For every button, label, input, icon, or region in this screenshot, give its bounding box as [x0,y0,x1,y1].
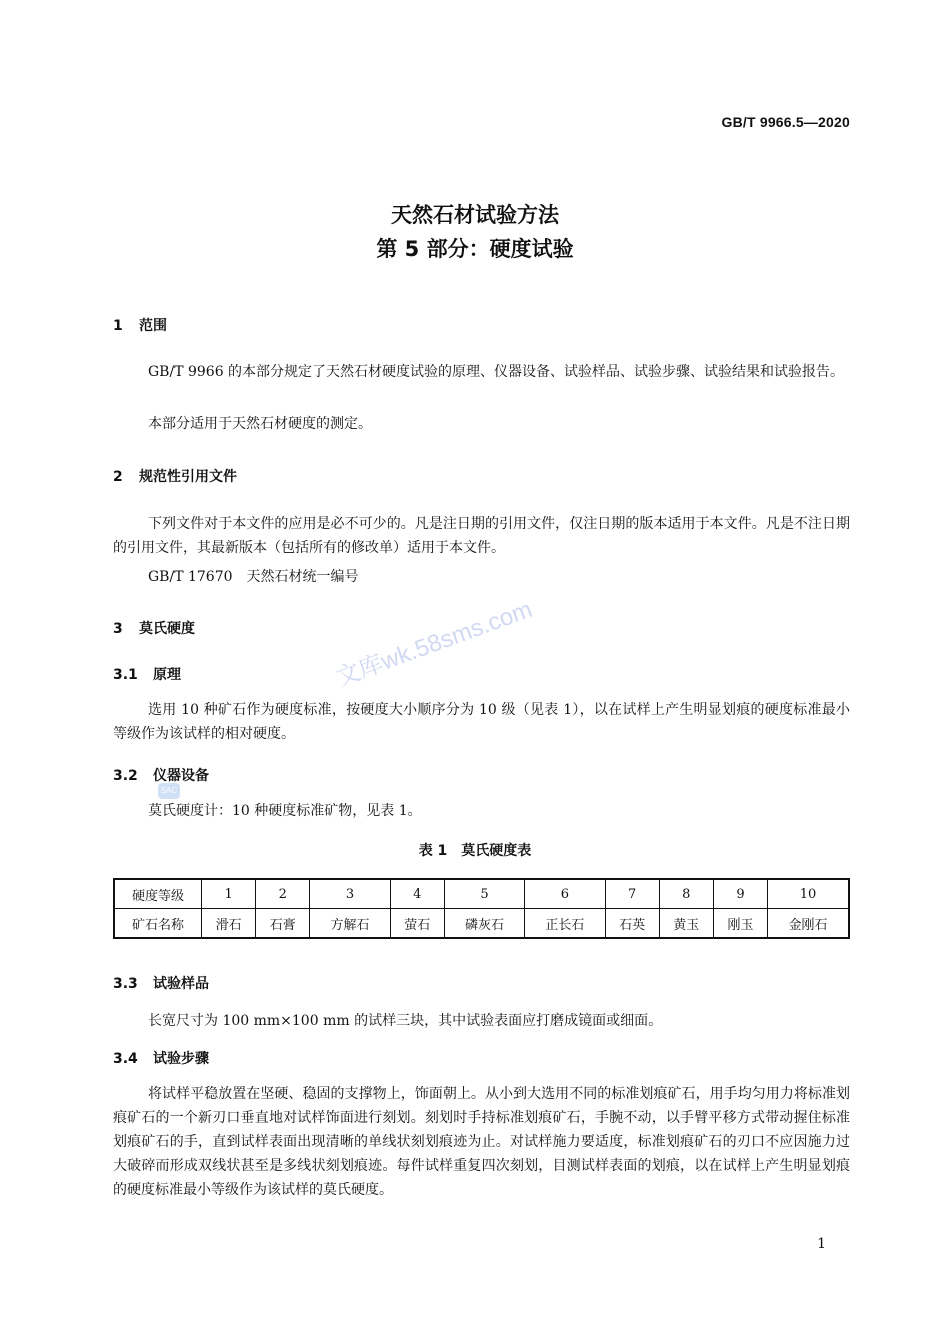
section-title: 仪器设备 [153,768,209,784]
grade-cell: 3 [310,879,390,909]
section-1-paragraph-1: GB/T 9966 的本部分规定了天然石材硬度试验的原理、仪器设备、试验样品、试验步骤、试验结果和试验报告。 [148,364,845,380]
row-header: 矿石名称 [114,909,202,939]
table-caption: 表 1 莫氏硬度表 [418,843,532,859]
section-3-heading [113,618,195,638]
mineral-cell: 磷灰石 [444,909,524,939]
section-3-2-heading [113,765,209,785]
section-3-1-heading [113,664,181,684]
section-3-2-paragraph: 莫氏硬度计：10 种硬度标准矿物，见表 1。 [148,803,422,819]
table-row-minerals [114,909,849,939]
section-number: 3 [113,621,123,637]
section-1-paragraph-2: 本部分适用于天然石材硬度的测定。 [148,416,372,432]
mineral-cell: 刚玉 [713,909,767,939]
section-3-1-paragraph: 选用 10 种矿石作为硬度标准，按硬度大小顺序分为 10 级（见表 1），以在试样上产生明显划痕的硬度标准最小等级作为该试样的相对硬度。 [113,702,850,742]
section-1-heading [113,315,167,335]
document-title: 天然石材试验方法 [391,203,559,227]
section-title: 试验步骤 [153,1051,209,1067]
grade-cell: 9 [713,879,767,909]
sac-logo: SAC [158,783,180,799]
mineral-cell: 黄玉 [659,909,713,939]
section-title: 范围 [139,318,167,334]
standard-number: GB/T 9966.5—2020 [721,114,850,130]
grade-cell: 6 [525,879,605,909]
section-title: 规范性引用文件 [139,469,237,485]
section-3-3-heading [113,973,209,993]
section-3-4-heading [113,1048,209,1068]
section-title: 试验样品 [153,976,209,992]
section-number: 2 [113,469,123,485]
mineral-cell: 正长石 [525,909,605,939]
grade-cell: 4 [390,879,444,909]
row-header: 硬度等级 [114,879,202,909]
page-number: 1 [817,1236,826,1252]
section-number: 1 [113,318,123,334]
mineral-cell: 石英 [605,909,659,939]
section-title: 原理 [153,667,181,683]
section-number: 3.4 [113,1051,138,1067]
mineral-cell: 石膏 [256,909,310,939]
grade-cell: 2 [256,879,310,909]
grade-cell: 5 [444,879,524,909]
normative-reference: GB/T 17670 天然石材统一编号 [148,569,359,585]
grade-cell: 8 [659,879,713,909]
document-subtitle: 第 5 部分：硬度试验 [376,237,574,261]
section-3-4-paragraph: 将试样平稳放置在坚硬、稳固的支撑物上，饰面朝上。从小到大选用不同的标准划痕矿石，用手均匀用力将标准划痕矿石的一个新刃口垂直地对试样饰面进行刻划。刻划时手持标准划痕矿石，手腕不动，以手臂平移方式带动握住标准划痕矿石的手，直到试样表面出现清晰的单线状刻划痕迹为止。对试样施力要适度，标准划痕矿石的刃口不应因施力过大破碎而形成双线状甚至是多线状刻划痕迹。每件试样重复四次刻划，目测试样表面的划痕，以在试样上产生明显划痕的硬度标准最小等级作为该试样的莫氏硬度。 [113,1086,850,1198]
section-title: 莫氏硬度 [139,621,195,637]
grade-cell: 1 [202,879,256,909]
section-3-3-paragraph: 长宽尺寸为 100 mm×100 mm 的试样三块，其中试验表面应打磨成镜面或细面。 [148,1013,663,1029]
mineral-cell: 萤石 [390,909,444,939]
grade-cell: 7 [605,879,659,909]
table-row-grades [114,879,849,909]
mineral-cell: 金刚石 [768,909,849,939]
section-number: 3.2 [113,768,138,784]
watermark: 文库wk.58sms.com [332,595,536,692]
mineral-cell: 方解石 [310,909,390,939]
grade-cell: 10 [768,879,849,909]
section-2-heading [113,466,237,486]
section-number: 3.1 [113,667,138,683]
section-2-paragraph-1: 下列文件对于本文件的应用是必不可少的。凡是注日期的引用文件，仅注日期的版本适用于本文件。凡是不注日期的引用文件，其最新版本（包括所有的修改单）适用于本文件。 [113,516,850,556]
mohs-hardness-table [113,878,850,939]
mineral-cell: 滑石 [202,909,256,939]
section-number: 3.3 [113,976,138,992]
